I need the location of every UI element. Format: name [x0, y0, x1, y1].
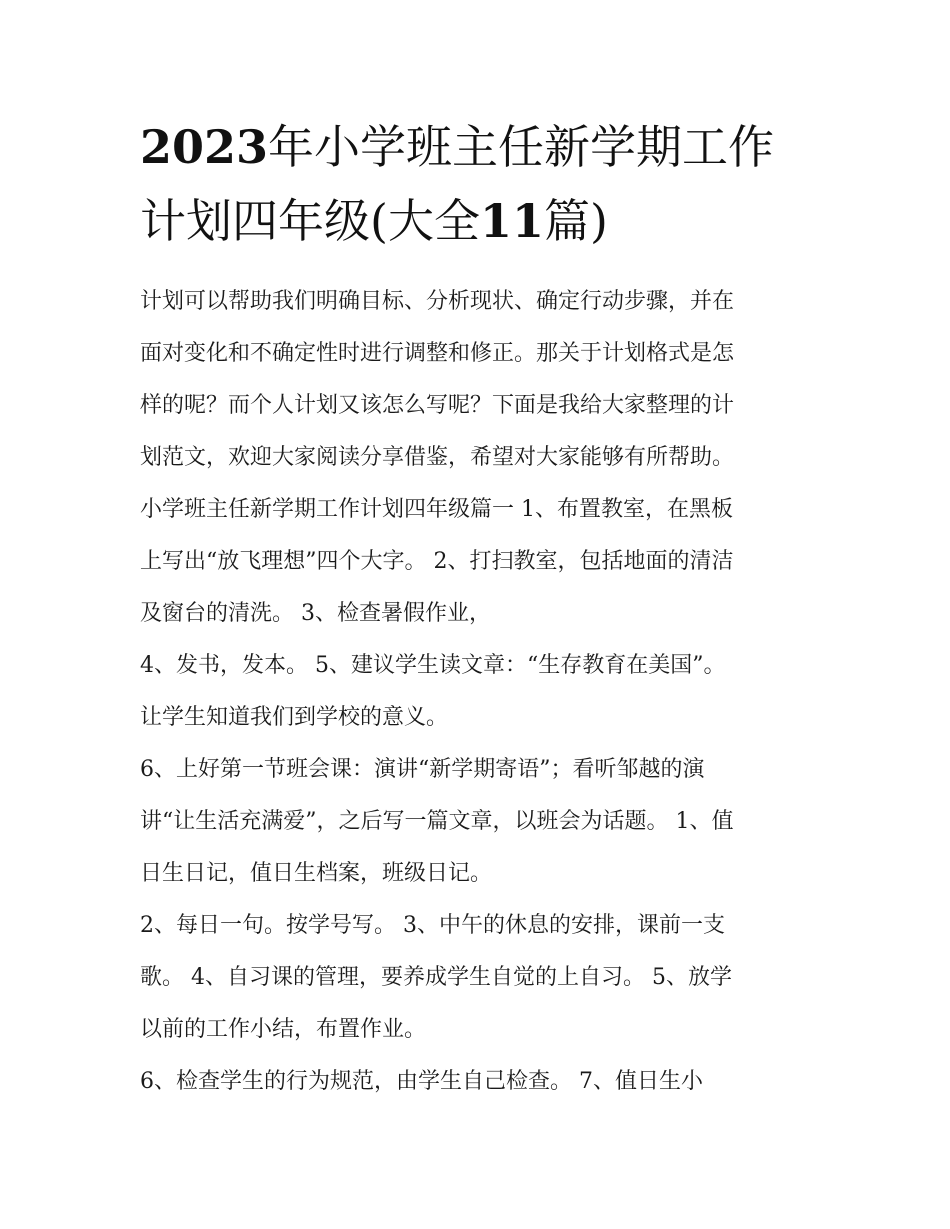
text-line: 2、每日一句。按学号写。 3、中午的休息的安排，课前一支 [140, 913, 725, 938]
text-line: 计划可以帮助我们明确目标、分析现状、确定行动步骤，并在 [140, 289, 735, 314]
text-line: 歌。 4、自习课的管理，要养成学生自觉的上自习。 5、放学 [140, 965, 732, 990]
text-line: 4、发书，发本。 5、建议学生读文章：“生存教育在美国”。 [140, 653, 726, 678]
text-line: 6、检查学生的行为规范，由学生自己检查。 7、值日生小 [140, 1069, 703, 1094]
text-line: 讲“让生活充满爱”，之后写一篇文章，以班会为话题。 1、值 [140, 809, 734, 834]
text-line: 日生日记，值日生档案，班级日记。 [140, 861, 493, 886]
text-line: 小学班主任新学期工作计划四年级篇一 1、布置教室，在黑板 [140, 497, 733, 522]
text-line: 6、上好第一节班会课：演讲“新学期寄语”；看听邹越的演 [140, 757, 705, 782]
text-line: 以前的工作小结，布置作业。 [140, 1017, 427, 1042]
title-line2-text: 计划四年级(大全 [140, 194, 480, 248]
title-count: 11 [479, 194, 544, 248]
text-line: 样的呢？而个人计划又该怎么写呢？下面是我给大家整理的计 [140, 393, 735, 418]
text-line: 让学生知道我们到学校的意义。 [140, 705, 449, 730]
title-line2-end: 篇) [543, 194, 608, 248]
text-line: 及窗台的清洗。 3、检查暑假作业， [140, 601, 491, 626]
document-body [140, 280, 820, 1112]
text-line: 划范文，欢迎大家阅读分享借鉴，希望对大家能够有所帮助。 [140, 445, 735, 470]
text-line: 上写出“放飞理想”四个大字。 2、打扫教室，包括地面的清洁 [140, 549, 734, 574]
document-title [140, 110, 820, 258]
title-year: 2023 [140, 120, 269, 174]
title-line1-text: 年小学班主任新学期工作 [268, 120, 775, 174]
text-line: 面对变化和不确定性时进行调整和修正。那关于计划格式是怎 [140, 341, 735, 366]
